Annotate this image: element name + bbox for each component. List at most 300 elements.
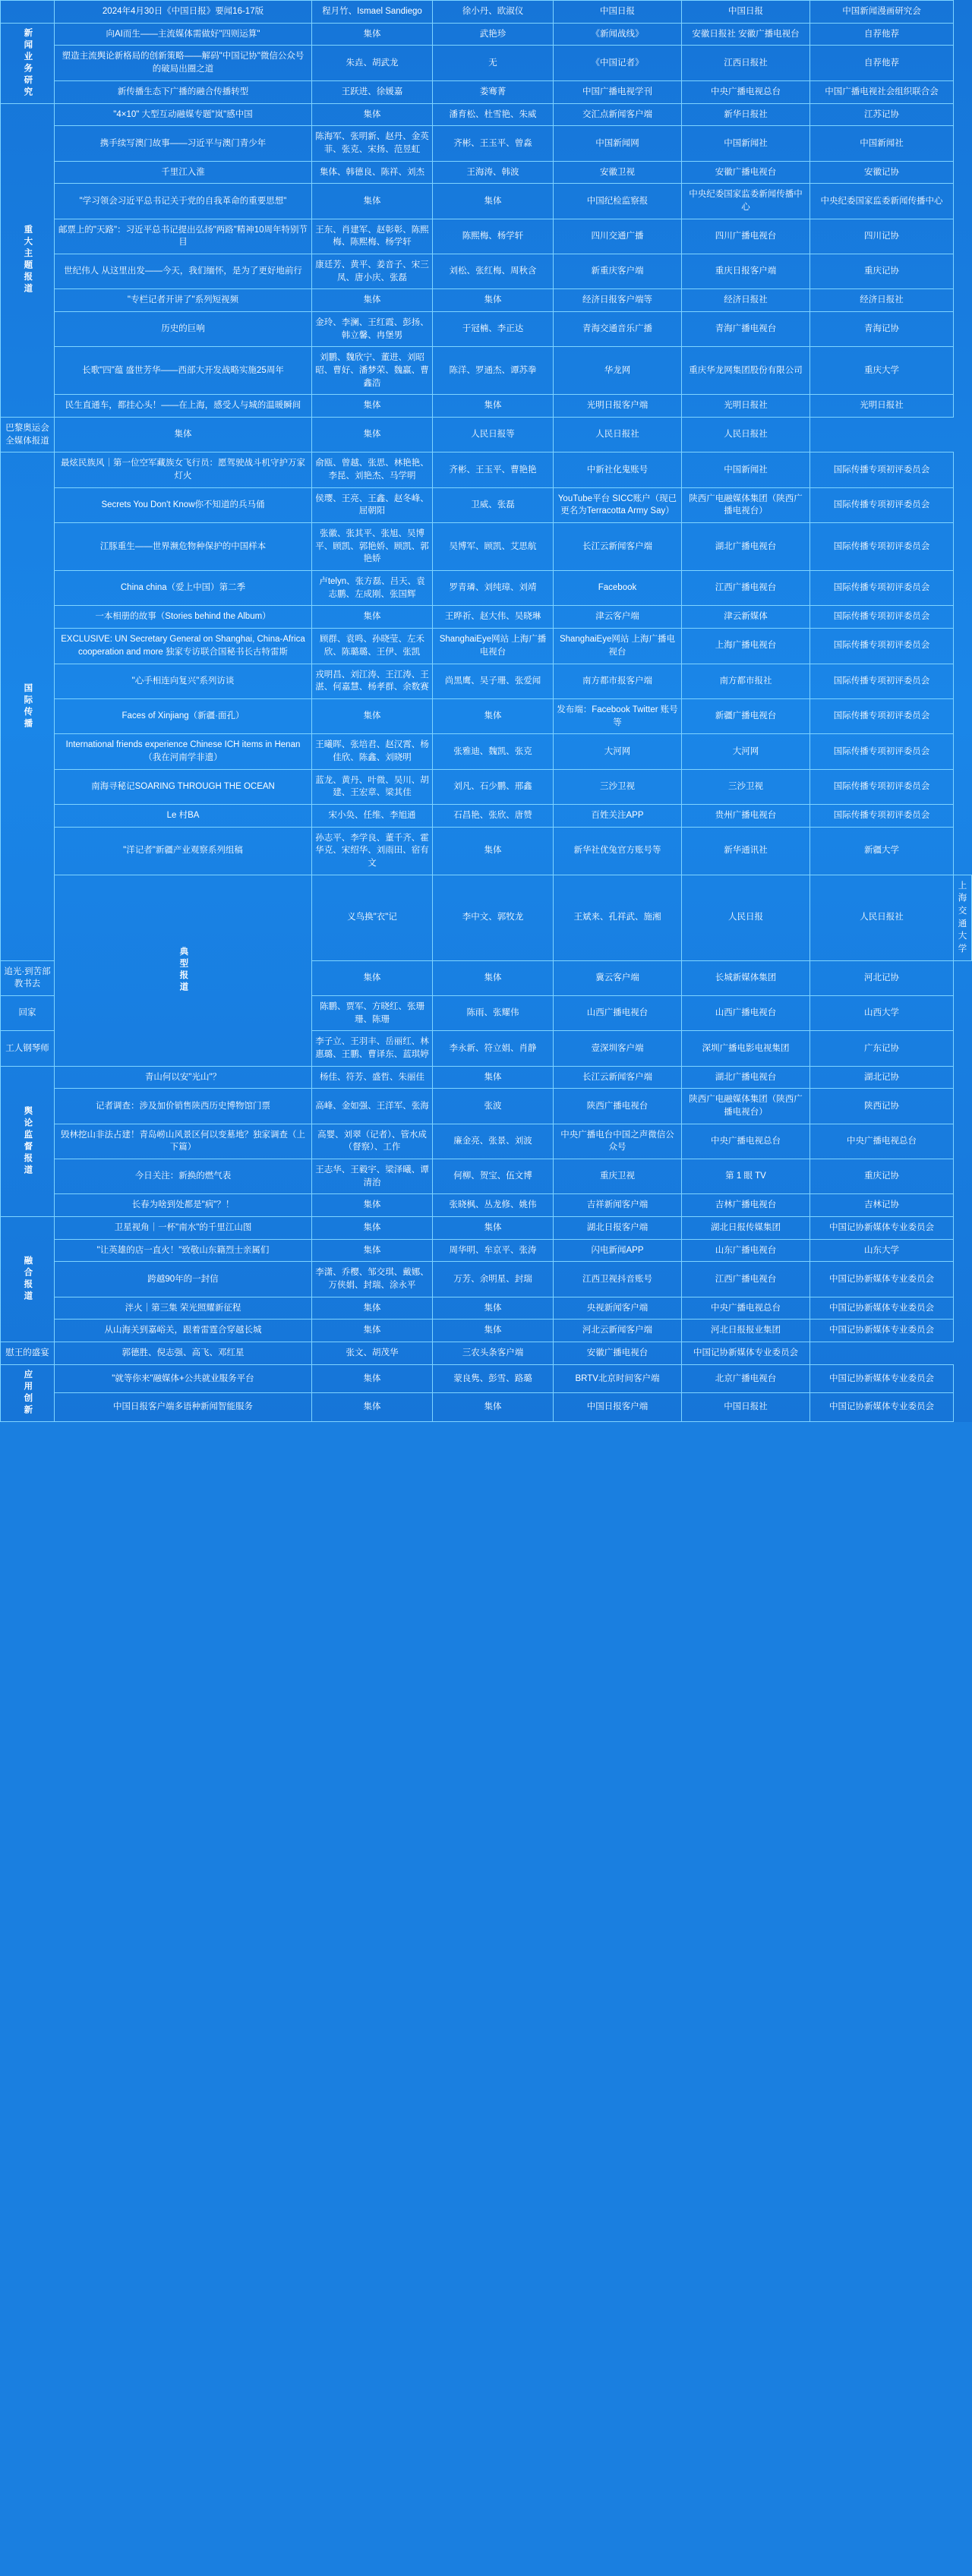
- editor-cell: 王海涛、韩波: [433, 161, 554, 184]
- editor-cell: 娄骞菁: [433, 80, 554, 103]
- publish-unit-cell: 中国广播电视学刊: [554, 80, 682, 103]
- organization-cell: 自荐他荐: [810, 23, 954, 46]
- publish-unit-cell: 长江云新闻客户端: [554, 1066, 682, 1089]
- author-cell: 集体: [312, 103, 433, 126]
- publish-unit-cell: 青海交通音乐广播: [554, 312, 682, 347]
- publish-unit-cell: 四川交通广播: [554, 219, 682, 254]
- editor-cell: 王斌来、孔祥武、施湘: [554, 875, 682, 960]
- recommend-unit-cell: 上海广播电视台: [682, 629, 810, 664]
- table-row: [1, 1124, 972, 1159]
- category-cell: [55, 875, 312, 1066]
- category-cell: [1, 452, 55, 960]
- author-cell: 李潇、乔樱、邹交琪、戴娜、万侠娟、封瑞、涂永平: [312, 1262, 433, 1297]
- recommend-unit-cell: 中央纪委国家监委新闻传播中心: [682, 184, 810, 219]
- table-row: [1, 606, 972, 629]
- table-row: [1, 1320, 972, 1342]
- recommend-unit-cell: 新华日报社: [682, 103, 810, 126]
- publish-unit-cell: 三农头条客户端: [433, 1342, 554, 1365]
- entry-title-cell: International friends experience Chinese ICH items in Henan（我在河南学非遗）: [55, 734, 312, 769]
- table-row: [1, 395, 972, 418]
- publish-unit-cell: 重庆卫视: [554, 1159, 682, 1193]
- entry-title-cell: 卫星视角｜一杯"南水"的千里江山图: [55, 1217, 312, 1240]
- table-row: [1, 289, 972, 312]
- category-cell: [1, 1217, 55, 1342]
- publish-unit-cell: 南方都市报客户端: [554, 664, 682, 698]
- publish-unit-cell: 光明日报客户端: [554, 395, 682, 418]
- entry-title-cell: 江豚重生——世界濒危物种保护的中国样本: [55, 523, 312, 571]
- author-cell: 集体: [312, 606, 433, 629]
- recommend-unit-cell: 中央广播电视总台: [682, 1124, 810, 1159]
- organization-cell: 光明日报社: [810, 395, 954, 418]
- entry-title-cell: 今日关注：新换的燃气表: [55, 1159, 312, 1193]
- publish-unit-cell: 中国日报客户端: [554, 1393, 682, 1422]
- entry-title-cell: 慰王的盛宴: [1, 1342, 55, 1365]
- category-cell: [1, 23, 55, 103]
- organization-cell: 中国记协新媒体专业委员会: [810, 1217, 954, 1240]
- editor-cell: 刘凡、石少鹏、邢鑫: [433, 769, 554, 804]
- recommend-unit-cell: 深圳广播电影电视集团: [682, 1031, 810, 1066]
- author-cell: 高婴、刘翠（记者）、管水成（督察）、工作: [312, 1124, 433, 1159]
- author-cell: 王东、肖建军、赵彰彰、陈熙梅、陈熙梅、杨学轩: [312, 219, 433, 254]
- author-cell: 集体: [312, 1217, 433, 1240]
- editor-cell: 李永新、符立娟、肖静: [433, 1031, 554, 1066]
- editor-cell: 集体: [433, 1320, 554, 1342]
- author-cell: 杨佳、符芳、盛哲、朱丽佳: [312, 1066, 433, 1089]
- organization-cell: 广东记协: [810, 1031, 954, 1066]
- organization-cell: 中国记协新媒体专业委员会: [810, 1393, 954, 1422]
- publish-unit-cell: Facebook: [554, 571, 682, 606]
- category-label: 重大主题报道: [23, 225, 33, 296]
- recommend-unit-cell: 人民日报社: [554, 418, 682, 452]
- author-cell: 李中文、郭牧龙: [433, 875, 554, 960]
- editor-cell: 张波: [433, 1089, 554, 1124]
- organization-cell: 中国新闻漫画研究会: [810, 1, 954, 24]
- author-cell: 孙志平、李学良、董千齐、霍华克、宋绍华、刘雨田、宿有文: [312, 827, 433, 875]
- table-row: [1, 254, 972, 289]
- publish-unit-cell: 央视新闻客户端: [554, 1297, 682, 1320]
- organization-cell: 国际传播专项初评委员会: [810, 606, 954, 629]
- recommend-unit-cell: 北京广播电视台: [682, 1364, 810, 1393]
- publish-unit-cell: 三沙卫视: [554, 769, 682, 804]
- editor-cell: 潘育松、杜雪艳、朱威: [433, 103, 554, 126]
- recommend-unit-cell: 中国新闻社: [682, 452, 810, 487]
- organization-cell: 青海记协: [810, 312, 954, 347]
- table-row: [1, 769, 972, 804]
- author-cell: 程月竹、Ismael Sandiego: [312, 1, 433, 24]
- publish-unit-cell: 长江云新闻客户端: [554, 523, 682, 571]
- editor-cell: 吴博军、顾凯、艾思航: [433, 523, 554, 571]
- category-label: 新闻业务研究: [23, 27, 33, 99]
- table-row: [1, 1066, 972, 1089]
- recommend-unit-cell: 人民日报社: [810, 875, 954, 960]
- organization-cell: 国际传播专项初评委员会: [810, 523, 954, 571]
- author-cell: 集体: [312, 289, 433, 312]
- entry-title-cell: 巴黎奥运会全媒体报道: [1, 418, 55, 452]
- editor-cell: 蒙良隽、彭雪、路璐: [433, 1364, 554, 1393]
- organization-cell: 中国记协新媒体专业委员会: [810, 1320, 954, 1342]
- editor-cell: 集体: [433, 1393, 554, 1422]
- table-row: [1, 452, 972, 487]
- organization-cell: 山西大学: [810, 995, 954, 1030]
- author-cell: 集体: [312, 1364, 433, 1393]
- editor-cell: 集体: [433, 698, 554, 733]
- organization-cell: 国际传播专项初评委员会: [810, 769, 954, 804]
- recommend-unit-cell: 山西广播电视台: [682, 995, 810, 1030]
- author-cell: 张徽、张其平、张旭、吴博平、顾凯、郭艳娇、顾凯、郭艳娇: [312, 523, 433, 571]
- organization-cell: 国际传播专项初评委员会: [810, 629, 954, 664]
- recommend-unit-cell: 安徽日报社 安徽广播电视台: [682, 23, 810, 46]
- entry-title-cell: Le 村BA: [55, 804, 312, 827]
- publish-unit-cell: 经济日报客户端等: [554, 289, 682, 312]
- editor-cell: 万芳、余明星、封瑞: [433, 1262, 554, 1297]
- organization-cell: 陕西记协: [810, 1089, 954, 1124]
- editor-cell: 石昌艳、张欣、唐赞: [433, 804, 554, 827]
- table-row: [1, 1159, 972, 1193]
- editor-cell: 陈雨、张耀伟: [433, 995, 554, 1030]
- recommend-unit-cell: 津云新媒体: [682, 606, 810, 629]
- category-label: 典型报道: [178, 947, 188, 995]
- organization-cell: 中国广播电视社会组织联合会: [810, 80, 954, 103]
- table-row: [1, 571, 972, 606]
- editor-cell: 集体: [312, 418, 433, 452]
- author-cell: 集体: [312, 1297, 433, 1320]
- table-row: [1, 1194, 972, 1217]
- author-cell: 集体: [312, 960, 433, 995]
- table-row: [1, 1342, 972, 1365]
- table-row: [1, 1297, 972, 1320]
- publish-unit-cell: 《中国记者》: [554, 46, 682, 80]
- category-label: 融合报道: [23, 1256, 33, 1304]
- publish-unit-cell: 江西卫视抖音账号: [554, 1262, 682, 1297]
- organization-cell: 新疆大学: [810, 827, 954, 875]
- author-cell: 王曦晖、张培君、赵汉霄、杨佳欣、陈鑫、刘晓明: [312, 734, 433, 769]
- organization-cell: 江苏记协: [810, 103, 954, 126]
- publish-unit-cell: ShanghaiEye网站 上海广播电视台: [554, 629, 682, 664]
- entry-title-cell: 历史的巨响: [55, 312, 312, 347]
- organization-cell: 湖北记协: [810, 1066, 954, 1089]
- author-cell: 集体: [312, 395, 433, 418]
- table-row: [1, 523, 972, 571]
- recommend-unit-cell: 光明日报社: [682, 395, 810, 418]
- publish-unit-cell: BRTV北京时间客户端: [554, 1364, 682, 1393]
- entry-title-cell: 新传播生态下广播的融合传播转型: [55, 80, 312, 103]
- recommend-unit-cell: 四川广播电视台: [682, 219, 810, 254]
- table-row: [1, 875, 972, 960]
- table-row: [1, 827, 972, 875]
- entry-title-cell: 向AI而生——主流媒体需做好"四则运算": [55, 23, 312, 46]
- organization-cell: 中央广播电视总台: [810, 1124, 954, 1159]
- recommend-unit-cell: 中国日报: [682, 1, 810, 24]
- category-label: 舆论监督报道: [23, 1105, 33, 1177]
- recommend-unit-cell: 河北日报报业集团: [682, 1320, 810, 1342]
- table-row: [1, 1217, 972, 1240]
- entry-title-cell: 2024年4月30日《中国日报》要闻16-17版: [55, 1, 312, 24]
- organization-cell: 人民日报社: [682, 418, 810, 452]
- editor-cell: ShanghaiEye网站 上海广播电视台: [433, 629, 554, 664]
- table-row: [1, 1262, 972, 1297]
- entry-title-cell: "4×10" 大型互动融媒专题"岚"感中国: [55, 103, 312, 126]
- publish-unit-cell: 安徽卫视: [554, 161, 682, 184]
- editor-cell: 张晓枫、丛龙修、姚伟: [433, 1194, 554, 1217]
- author-cell: 集体: [312, 184, 433, 219]
- publish-unit-cell: 华龙网: [554, 347, 682, 395]
- author-cell: 集体: [312, 23, 433, 46]
- category-cell: [1, 1066, 55, 1216]
- entry-title-cell: 回家: [1, 995, 55, 1030]
- entry-title-cell: "心手相连向复兴"系列访谈: [55, 664, 312, 698]
- table-row: [1, 312, 972, 347]
- entry-title-cell: 最炫民族风｜第一位空军藏族女飞行员：愿驾驶战斗机守护万家灯火: [55, 452, 312, 487]
- publish-unit-cell: 吉祥新闻客户端: [554, 1194, 682, 1217]
- entry-title-cell: 一本相册的故事（Stories behind the Album）: [55, 606, 312, 629]
- editor-cell: 张雅迪、魏凯、张克: [433, 734, 554, 769]
- editor-cell: 周华明、牟京平、张涛: [433, 1239, 554, 1262]
- recommend-unit-cell: 中央广播电视总台: [682, 1297, 810, 1320]
- author-cell: 金玲、李澜、王红霞、彭扬、韩立馨、冉堡男: [312, 312, 433, 347]
- recommend-unit-cell: 中国新闻社: [682, 126, 810, 161]
- publish-unit-cell: 中国纪检监察报: [554, 184, 682, 219]
- recommend-unit-cell: 第 1 眼 TV: [682, 1159, 810, 1193]
- editor-cell: 集体: [433, 960, 554, 995]
- entry-title-cell: 从山海关到嘉峪关，跟着雷霆合穿越长城: [55, 1320, 312, 1342]
- entry-title-cell: 工人钢琴师: [1, 1031, 55, 1066]
- organization-cell: 中国记协新媒体专业委员会: [810, 1262, 954, 1297]
- entry-title-cell: 邮票上的"天路"：习近平总书记提出弘扬"两路"精神10周年特别节目: [55, 219, 312, 254]
- publish-unit-cell: 陕西广播电视台: [554, 1089, 682, 1124]
- organization-cell: 自荐他荐: [810, 46, 954, 80]
- recommend-unit-cell: 安徽广播电视台: [554, 1342, 682, 1365]
- entry-title-cell: "洋记者"新疆产业观察系列组稿: [55, 827, 312, 875]
- publish-unit-cell: 大河网: [554, 734, 682, 769]
- author-cell: 集体: [312, 698, 433, 733]
- editor-cell: 尚黑鹰、吴子珊、张爱闻: [433, 664, 554, 698]
- category-cell: [1, 103, 55, 417]
- publish-unit-cell: 河北云新闻客户端: [554, 1320, 682, 1342]
- author-cell: 戎明昌、刘江涛、王江涛、王湛、何嘉慧、杨孝群、余数赛: [312, 664, 433, 698]
- organization-cell: 山东大学: [810, 1239, 954, 1262]
- editor-cell: 无: [433, 46, 554, 80]
- editor-cell: 陈洋、罗通杰、谭苏拳: [433, 347, 554, 395]
- recommend-unit-cell: 经济日报社: [682, 289, 810, 312]
- recommend-unit-cell: 湖北广播电视台: [682, 523, 810, 571]
- organization-cell: 国际传播专项初评委员会: [810, 734, 954, 769]
- organization-cell: 四川记协: [810, 219, 954, 254]
- author-cell: 集体: [55, 418, 312, 452]
- publish-unit-cell: 百姓关注APP: [554, 804, 682, 827]
- entry-title-cell: 长春为啥到处都是"病"？！: [55, 1194, 312, 1217]
- table-row: [1, 46, 972, 80]
- publish-unit-cell: 新重庆客户端: [554, 254, 682, 289]
- publish-unit-cell: 中国日报: [554, 1, 682, 24]
- table-row: [1, 698, 972, 733]
- entry-title-cell: 携手续写澳门故事——习近平与澳门青少年: [55, 126, 312, 161]
- editor-cell: 陈熙梅、杨学轩: [433, 219, 554, 254]
- editor-cell: 廉金亮、张景、刘波: [433, 1124, 554, 1159]
- category-cell: [1, 1364, 55, 1421]
- organization-cell: 国际传播专项初评委员会: [810, 804, 954, 827]
- author-cell: 王跃进、徐媛嘉: [312, 80, 433, 103]
- publish-unit-cell: YouTube平台 SICC账户（现已更名为Terracotta Army Say）: [554, 487, 682, 522]
- publish-unit-cell: 闪电新闻APP: [554, 1239, 682, 1262]
- author-cell: 康廷芳、黄平、姜音子、宋三凤、唐小庆、张磊: [312, 254, 433, 289]
- publish-unit-cell: 冀云客户端: [554, 960, 682, 995]
- entry-title-cell: 南海寻秘记SOARING THROUGH THE OCEAN: [55, 769, 312, 804]
- table-row: [1, 418, 972, 452]
- table-row: [1, 219, 972, 254]
- entry-title-cell: 义鸟换"衣"记: [312, 875, 433, 960]
- table-row: [1, 487, 972, 522]
- recommend-unit-cell: 长城新媒体集团: [682, 960, 810, 995]
- entry-title-cell: "就等你来"融媒体+公共就业服务平台: [55, 1364, 312, 1393]
- editor-cell: 于冠楠、李正达: [433, 312, 554, 347]
- organization-cell: 国际传播专项初评委员会: [810, 452, 954, 487]
- editor-cell: 张文、胡茂华: [312, 1342, 433, 1365]
- recommend-unit-cell: 吉林广播电视台: [682, 1194, 810, 1217]
- editor-cell: 集体: [433, 827, 554, 875]
- entry-title-cell: 民生直通车，都挂心头！——在上海，感受人与城的温暖瞬间: [55, 395, 312, 418]
- editor-cell: 集体: [433, 184, 554, 219]
- recommend-unit-cell: 三沙卫视: [682, 769, 810, 804]
- table-row: [1, 1, 972, 24]
- editor-cell: 集体: [433, 289, 554, 312]
- table-row: [1, 734, 972, 769]
- author-cell: 郭德胜、倪志强、高飞、邓红星: [55, 1342, 312, 1365]
- author-cell: 卢telyn、张方磊、吕天、袁志鹏、左成刚、张国辉: [312, 571, 433, 606]
- organization-cell: 中国记协新媒体专业委员会: [810, 1297, 954, 1320]
- editor-cell: 集体: [433, 1066, 554, 1089]
- publish-unit-cell: 《新闻战线》: [554, 23, 682, 46]
- editor-cell: 刘松、张红梅、周秋含: [433, 254, 554, 289]
- entry-title-cell: 青山何以安"光山"？: [55, 1066, 312, 1089]
- category-cell: [1, 1, 55, 24]
- entry-title-cell: 记者调查：涉及加价销售陕西历史博物馆门票: [55, 1089, 312, 1124]
- recommend-unit-cell: 青海广播电视台: [682, 312, 810, 347]
- author-cell: 顾群、袁鸣、孙晓莹、左禾欣、陈璐璐、王伊、张凯: [312, 629, 433, 664]
- recommend-unit-cell: 江西日报社: [682, 46, 810, 80]
- entry-title-cell: Faces of Xinjiang（新疆·面孔）: [55, 698, 312, 733]
- organization-cell: 重庆记协: [810, 254, 954, 289]
- author-cell: 集体: [312, 1320, 433, 1342]
- recommend-unit-cell: 江西广播电视台: [682, 1262, 810, 1297]
- entry-title-cell: 世纪伟人 从这里出发——今天，我们缅怀，是为了更好地前行: [55, 254, 312, 289]
- recommend-unit-cell: 江西广播电视台: [682, 571, 810, 606]
- author-cell: 蓝龙、黄丹、叶微、吴川、胡建、王宏章、梁其佳: [312, 769, 433, 804]
- table-row: [1, 1089, 972, 1124]
- entry-title-cell: 千里江入淮: [55, 161, 312, 184]
- entry-title-cell: "让英雄的店一直火！"致敬山东籍烈士亲属们: [55, 1239, 312, 1262]
- table-row: [1, 1239, 972, 1262]
- entry-title-cell: Secrets You Don't Know你不知道的兵马俑: [55, 487, 312, 522]
- author-cell: 集体: [312, 1194, 433, 1217]
- table-row: [1, 1393, 972, 1422]
- organization-cell: 重庆记协: [810, 1159, 954, 1193]
- author-cell: 陈鹏、贾军、方晓红、张珊珊、陈珊: [312, 995, 433, 1030]
- editor-cell: 集体: [433, 1217, 554, 1240]
- recommend-unit-cell: 湖北广播电视台: [682, 1066, 810, 1089]
- publish-unit-cell: 壹深圳客户端: [554, 1031, 682, 1066]
- entry-title-cell: 长歌"四"蕴 盛世芳华——西部大开发战略实施25周年: [55, 347, 312, 395]
- publish-unit-cell: 中新社化鬼账号: [554, 452, 682, 487]
- category-label: 应用创新: [23, 1369, 33, 1417]
- editor-cell: 集体: [433, 395, 554, 418]
- publish-unit-cell: 山西广播电视台: [554, 995, 682, 1030]
- editor-cell: 罗青璘、刘纯璋、刘靖: [433, 571, 554, 606]
- organization-cell: 经济日报社: [810, 289, 954, 312]
- publish-unit-cell: 中央广播电台中国之声微信公众号: [554, 1124, 682, 1159]
- table-row: [1, 23, 972, 46]
- recommend-unit-cell: 重庆日报客户端: [682, 254, 810, 289]
- publish-unit-cell: 新华社优兔官方账号等: [554, 827, 682, 875]
- author-cell: 集体: [312, 1239, 433, 1262]
- editor-cell: 武艳珍: [433, 23, 554, 46]
- organization-cell: 河北记协: [810, 960, 954, 995]
- entry-title-cell: China china（爱上中国）第二季: [55, 571, 312, 606]
- entry-title-cell: 追光·到苦部教书去: [1, 960, 55, 995]
- entry-title-cell: 中国日报客户端多语种新闻智能服务: [55, 1393, 312, 1422]
- entry-title-cell: "专栏记者开讲了"系列短视频: [55, 289, 312, 312]
- recommend-unit-cell: 新华通讯社: [682, 827, 810, 875]
- organization-cell: 中央纪委国家监委新闻传播中心: [810, 184, 954, 219]
- organization-cell: 国际传播专项初评委员会: [810, 698, 954, 733]
- editor-cell: 集体: [433, 1297, 554, 1320]
- recommend-unit-cell: 安徽广播电视台: [682, 161, 810, 184]
- author-cell: 李子立、王羽丰、岳丽红、林惠璐、王鹏、曹译东、蓝琪婷: [312, 1031, 433, 1066]
- recommend-unit-cell: 陕西广电融媒体集团（陕西广播电视台）: [682, 1089, 810, 1124]
- author-cell: 集体: [312, 1393, 433, 1422]
- organization-cell: 安徽记协: [810, 161, 954, 184]
- recommend-unit-cell: 重庆华龙网集团股份有限公司: [682, 347, 810, 395]
- author-cell: 朱垚、胡武龙: [312, 46, 433, 80]
- publish-unit-cell: 津云客户端: [554, 606, 682, 629]
- editor-cell: 齐彬、王玉平、曹艳艳: [433, 452, 554, 487]
- publish-unit-cell: 人民日报: [682, 875, 810, 960]
- editor-cell: 何柳、贺宝、伍文博: [433, 1159, 554, 1193]
- recommend-unit-cell: 中国日报社: [682, 1393, 810, 1422]
- organization-cell: 中国记协新媒体专业委员会: [682, 1342, 810, 1365]
- table-row: [1, 126, 972, 161]
- table-row: [1, 629, 972, 664]
- table-row: [1, 184, 972, 219]
- author-cell: 高峰、金如强、王洋军、张海: [312, 1089, 433, 1124]
- table-row: [1, 103, 972, 126]
- editor-cell: 王晔祈、赵大伟、吴晓琳: [433, 606, 554, 629]
- table-row: [1, 1364, 972, 1393]
- organization-cell: 中国新闻社: [810, 126, 954, 161]
- entry-title-cell: EXCLUSIVE: UN Secretary General on Shanghai, China-Africa cooperation and more 独家专访联合国秘书长古特雷斯: [55, 629, 312, 664]
- organization-cell: 上海交通大学: [954, 875, 972, 960]
- organization-cell: 国际传播专项初评委员会: [810, 571, 954, 606]
- editor-cell: 卫威、张磊: [433, 487, 554, 522]
- organization-cell: 吉林记协: [810, 1194, 954, 1217]
- author-cell: 宋小奂、任维、李旭通: [312, 804, 433, 827]
- entry-title-cell: 塑造主流舆论新格局的创新策略——解码"中国记协"微信公众号的破局出圈之道: [55, 46, 312, 80]
- recommend-unit-cell: 中央广播电视总台: [682, 80, 810, 103]
- category-label: 国际传播: [23, 683, 33, 730]
- author-cell: 侯璎、王亮、王鑫、赵冬峰、屈朝阳: [312, 487, 433, 522]
- organization-cell: 中国记协新媒体专业委员会: [810, 1364, 954, 1393]
- entry-title-cell: 泮火｜第三集 荣光照耀新征程: [55, 1297, 312, 1320]
- table-row: [1, 161, 972, 184]
- organization-cell: 国际传播专项初评委员会: [810, 664, 954, 698]
- recommend-unit-cell: 陕西广电融媒体集团（陕西广播电视台）: [682, 487, 810, 522]
- recommend-unit-cell: 新疆广播电视台: [682, 698, 810, 733]
- publish-unit-cell: 发布端：Facebook Twitter 账号等: [554, 698, 682, 733]
- recommend-unit-cell: 大河网: [682, 734, 810, 769]
- entry-title-cell: "学习领会习近平总书记关于党的自我革命的重要思想": [55, 184, 312, 219]
- recommend-unit-cell: 山东广播电视台: [682, 1239, 810, 1262]
- table-row: [1, 80, 972, 103]
- recommend-unit-cell: 南方都市报社: [682, 664, 810, 698]
